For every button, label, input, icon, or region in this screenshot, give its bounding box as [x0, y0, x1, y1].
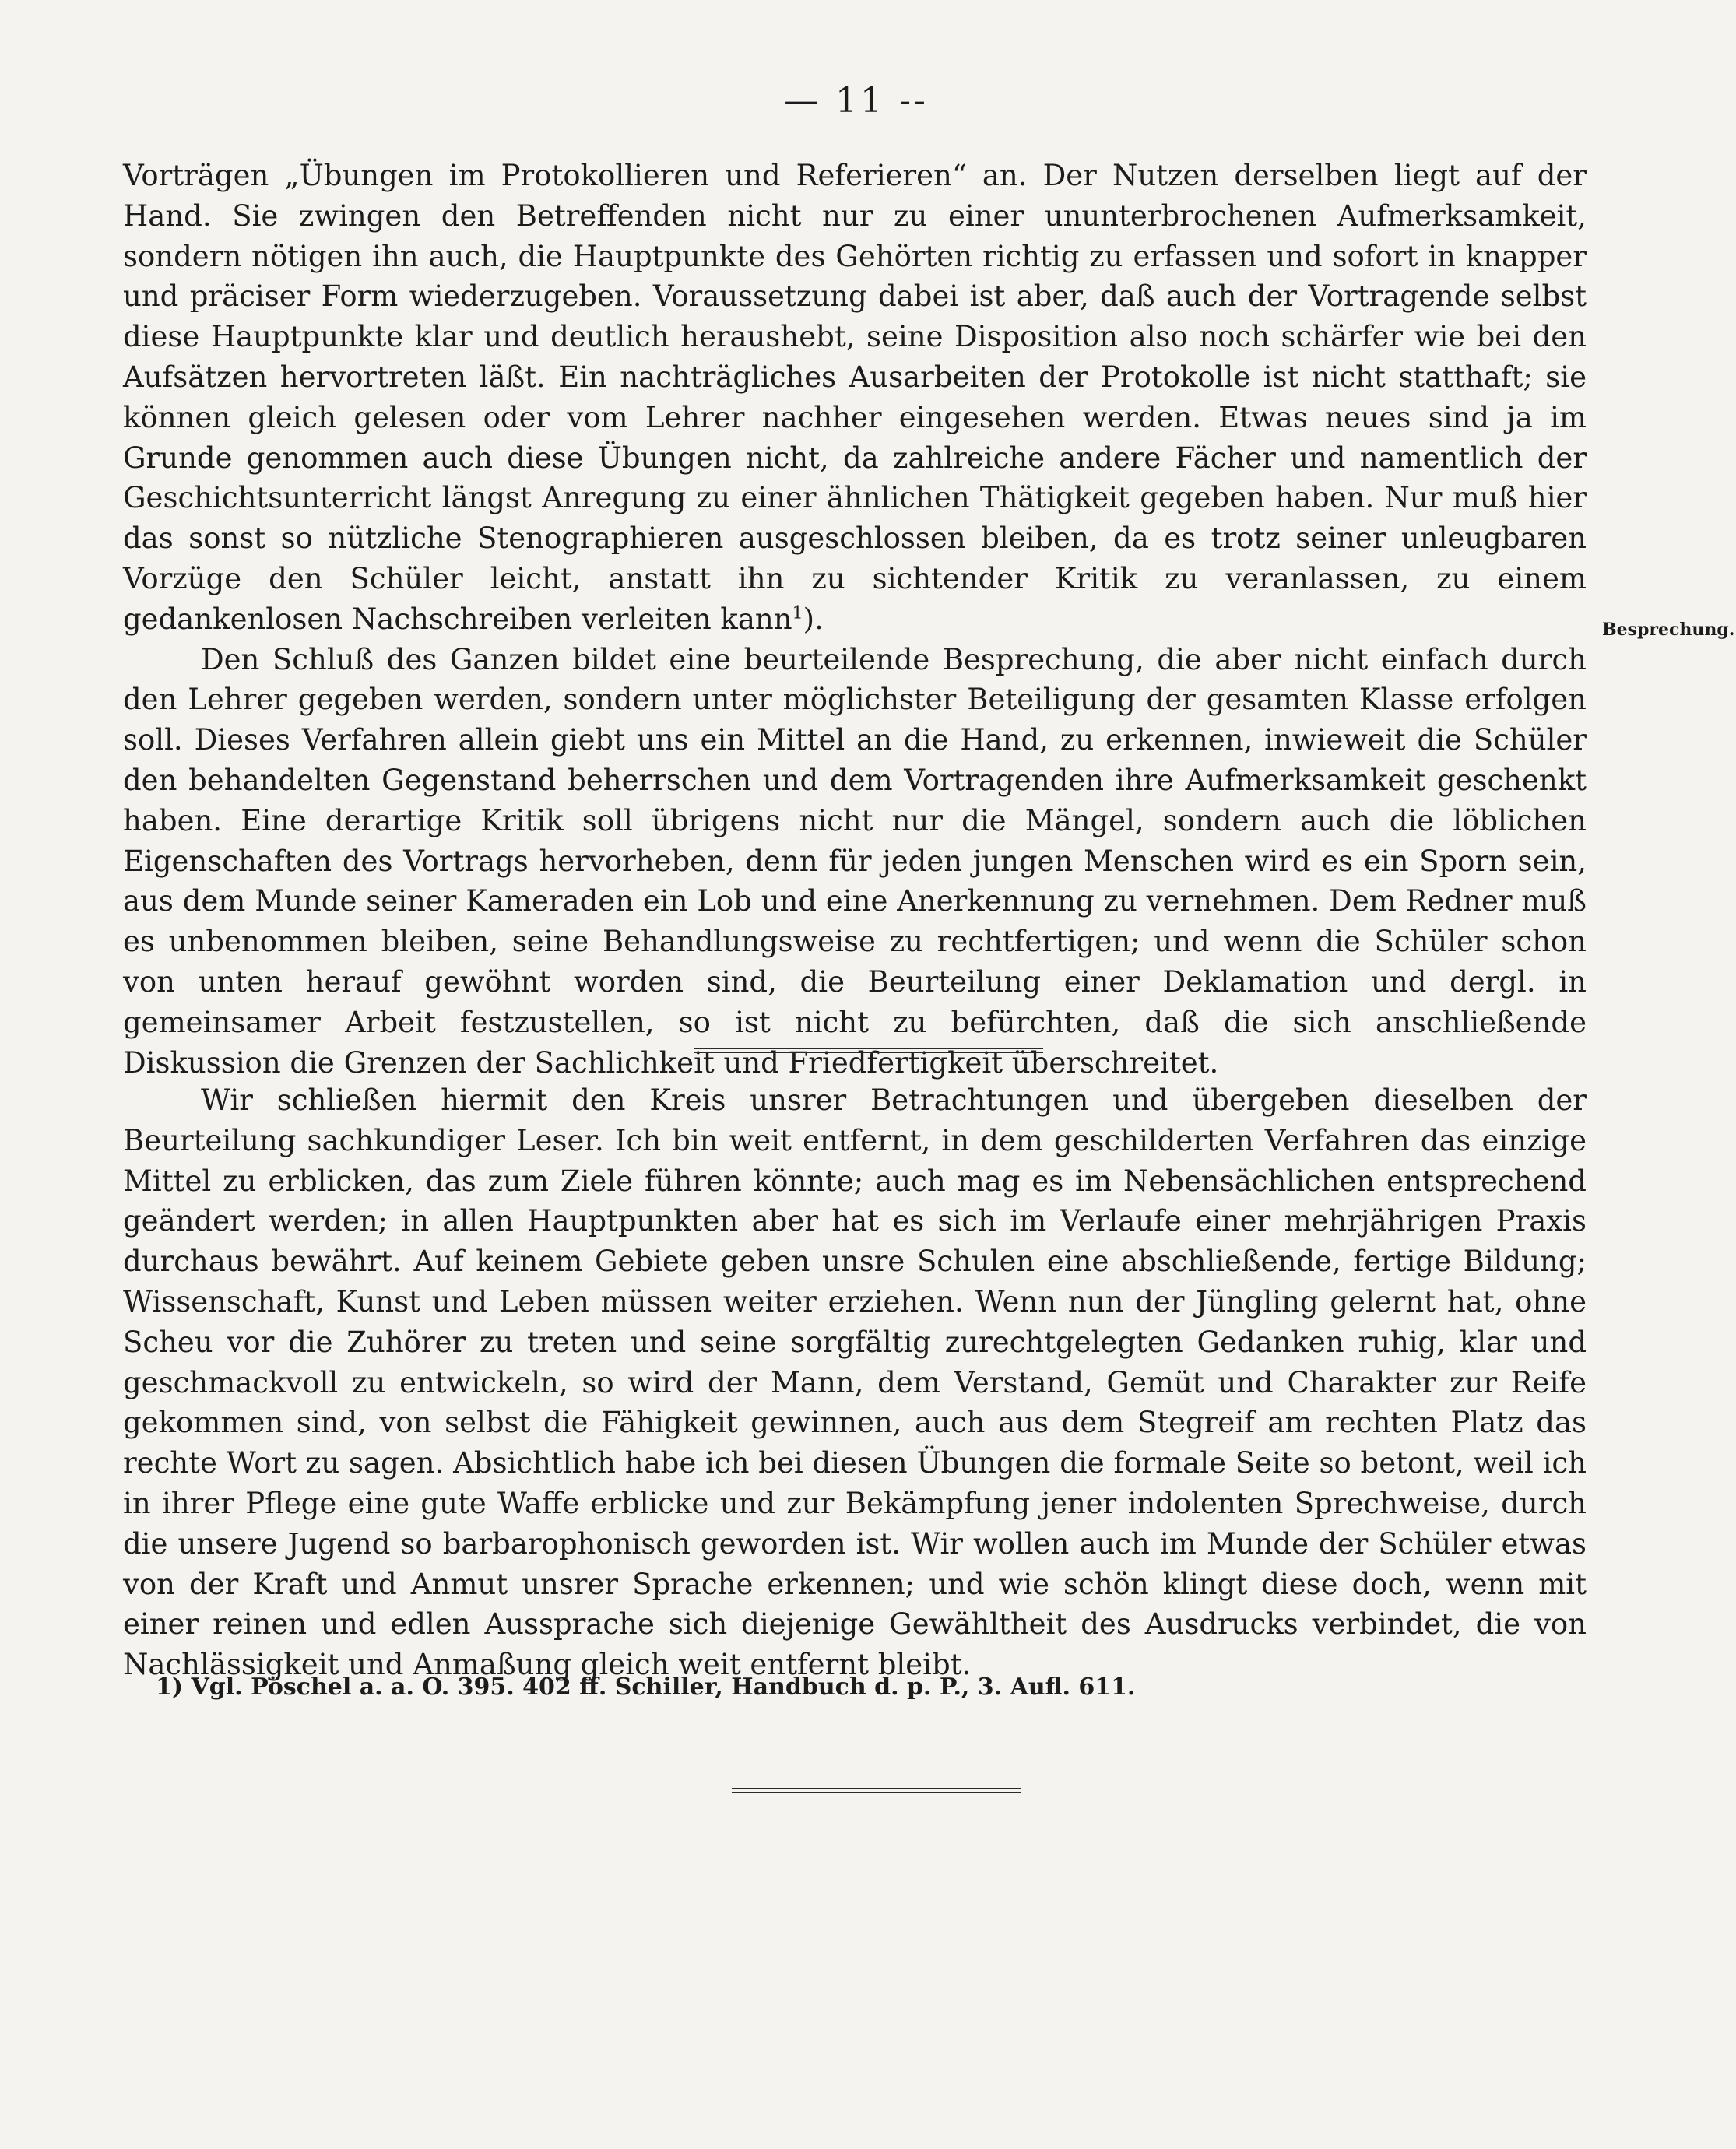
paragraph-protokollieren	[123, 156, 1587, 640]
margin-note-besprechung: Besprechung.	[1602, 620, 1735, 640]
footnote-text: Vgl. Pöschel a. a. O. 395. 402 ff. Schiller, Handbuch d. p. P., 3. Aufl. 611.	[191, 1673, 1136, 1701]
footnote	[156, 1670, 1557, 1705]
page-number: — 11 --	[784, 81, 929, 121]
paragraph-protokollieren-text: Vorträgen „Übungen im Protokollieren und Referieren“ an. Der Nutzen derselben liegt auf der Hand. Sie zwingen den Betreffenden nicht nur zu einer ununterbrochenen Aufmerksamkeit, sondern nötigen ihn auch, die Hauptpunkte des Gehörten richtig zu erfassen und sofort in knapper und präciser Form wiederzugeben. Voraussetzung dabei ist aber, daß auch der Vortragende selbst diese Hauptpunkte klar und deutlich heraushebt, seine Disposition also noch schärfer wie bei den Aufsätzen hervortreten läßt. Ein nachträgliches Ausarbeiten der Protokolle ist nicht statthaft; sie können gleich gelesen oder vom Lehrer nachher eingesehen werden. Etwas neues sind ja im Grunde genommen auch diese Übungen nicht, da zahlreiche andere Fächer und namentlich der Geschichtsunterricht längst Anregung zu einer ähnlichen Thätigkeit gegeben haben. Nur muß hier das sonst so nützliche Stenographieren ausgeschlossen bleiben, da es trotz seiner unleugbaren Vorzüge den Schüler leicht, anstatt ihn zu sichtender Kritik zu veranlassen, zu einem gedankenlosen Nachschreiben verleiten kann	[123, 159, 1587, 636]
footnote-marker: 1)	[156, 1673, 184, 1701]
paragraph-conclusion: Wir schließen hiermit den Kreis unsrer Betrachtungen und übergeben dieselben der Beurteilung sachkundiger Leser. Ich bin weit entfernt, in dem geschilderten Verfahren das einzige Mittel zu erblicken, das zum Ziele führen könnte; auch mag es im Nebensächlichen entsprechend geändert werden; in allen Hauptpunkten aber hat es sich im Verlaufe einer mehrjährigen Praxis durchaus bewährt. Auf keinem Gebiete geben unsre Schulen eine abschließende, fertige Bildung; Wissenschaft, Kunst und Leben müssen weiter erziehen. Wenn nun der Jüngling gelernt hat, ohne Scheu vor die Zuhörer zu treten und seine sorgfältig zurechtgelegten Gedanken ruhig, klar und geschmackvoll zu entwickeln, so wird der Mann, dem Verstand, Gemüt und Charakter zur Reife gekommen sind, von selbst die Fähigkeit gewinnen, auch aus dem Stegreif am rechten Platz das rechte Wort zu sagen. Absichtlich habe ich bei diesen Übungen die formale Seite so betont, weil ich in ihrer Pflege eine gute Waffe erblicke und zur Bekämpfung jener indolenten Sprechweise, durch die unsere Jugend so barbarophonisch geworden ist. Wir wollen auch im Munde der Schüler etwas von der Kraft und Anmut unsrer Sprache erkennen; und wie schön klingt diese doch, wenn mit einer reinen und edlen Aussprache sich diejenige Gewähltheit des Ausdrucks verbindet, die von Nachlässigkeit und Anmaßung gleich weit entfernt bleibt.	[123, 1083, 1587, 1682]
main-text-block-1	[123, 156, 1587, 1083]
footnote-reference-close: ).	[803, 602, 824, 636]
footnote-reference: 1	[792, 602, 803, 623]
page-end-divider-rule	[732, 1788, 1021, 1793]
section-divider-rule	[694, 1048, 1043, 1053]
main-text-block-2	[123, 1080, 1587, 1685]
paragraph-besprechung: Den Schluß des Ganzen bildet eine beurteilende Besprechung, die aber nicht einfach durch den Lehrer gegeben werden, sondern unter möglichster Beteiligung der gesamten Klasse erfolgen soll. Dieses Verfahren allein giebt uns ein Mittel an die Hand, zu erkennen, inwieweit die Schüler den behandelten Gegenstand beherrschen und dem Vortragenden ihre Aufmerksamkeit geschenkt haben. Eine derartige Kritik soll übrigens nicht nur die Mängel, sondern auch die löblichen Eigenschaften des Vortrags hervorheben, denn für jeden jungen Menschen wird es ein Sporn sein, aus dem Munde seiner Kameraden ein Lob und eine Anerkennung zu vernehmen. Dem Redner muß es unbenommen bleiben, seine Behandlungsweise zu rechtfertigen; und wenn die Schüler schon von unten herauf gewöhnt worden sind, die Beurteilung einer Deklamation und dergl. in gemeinsamer Arbeit festzustellen, so ist nicht zu befürchten, daß die sich anschließende Diskussion die Grenzen der Sachlichkeit und Friedfertigkeit überschreitet.	[123, 642, 1587, 1080]
